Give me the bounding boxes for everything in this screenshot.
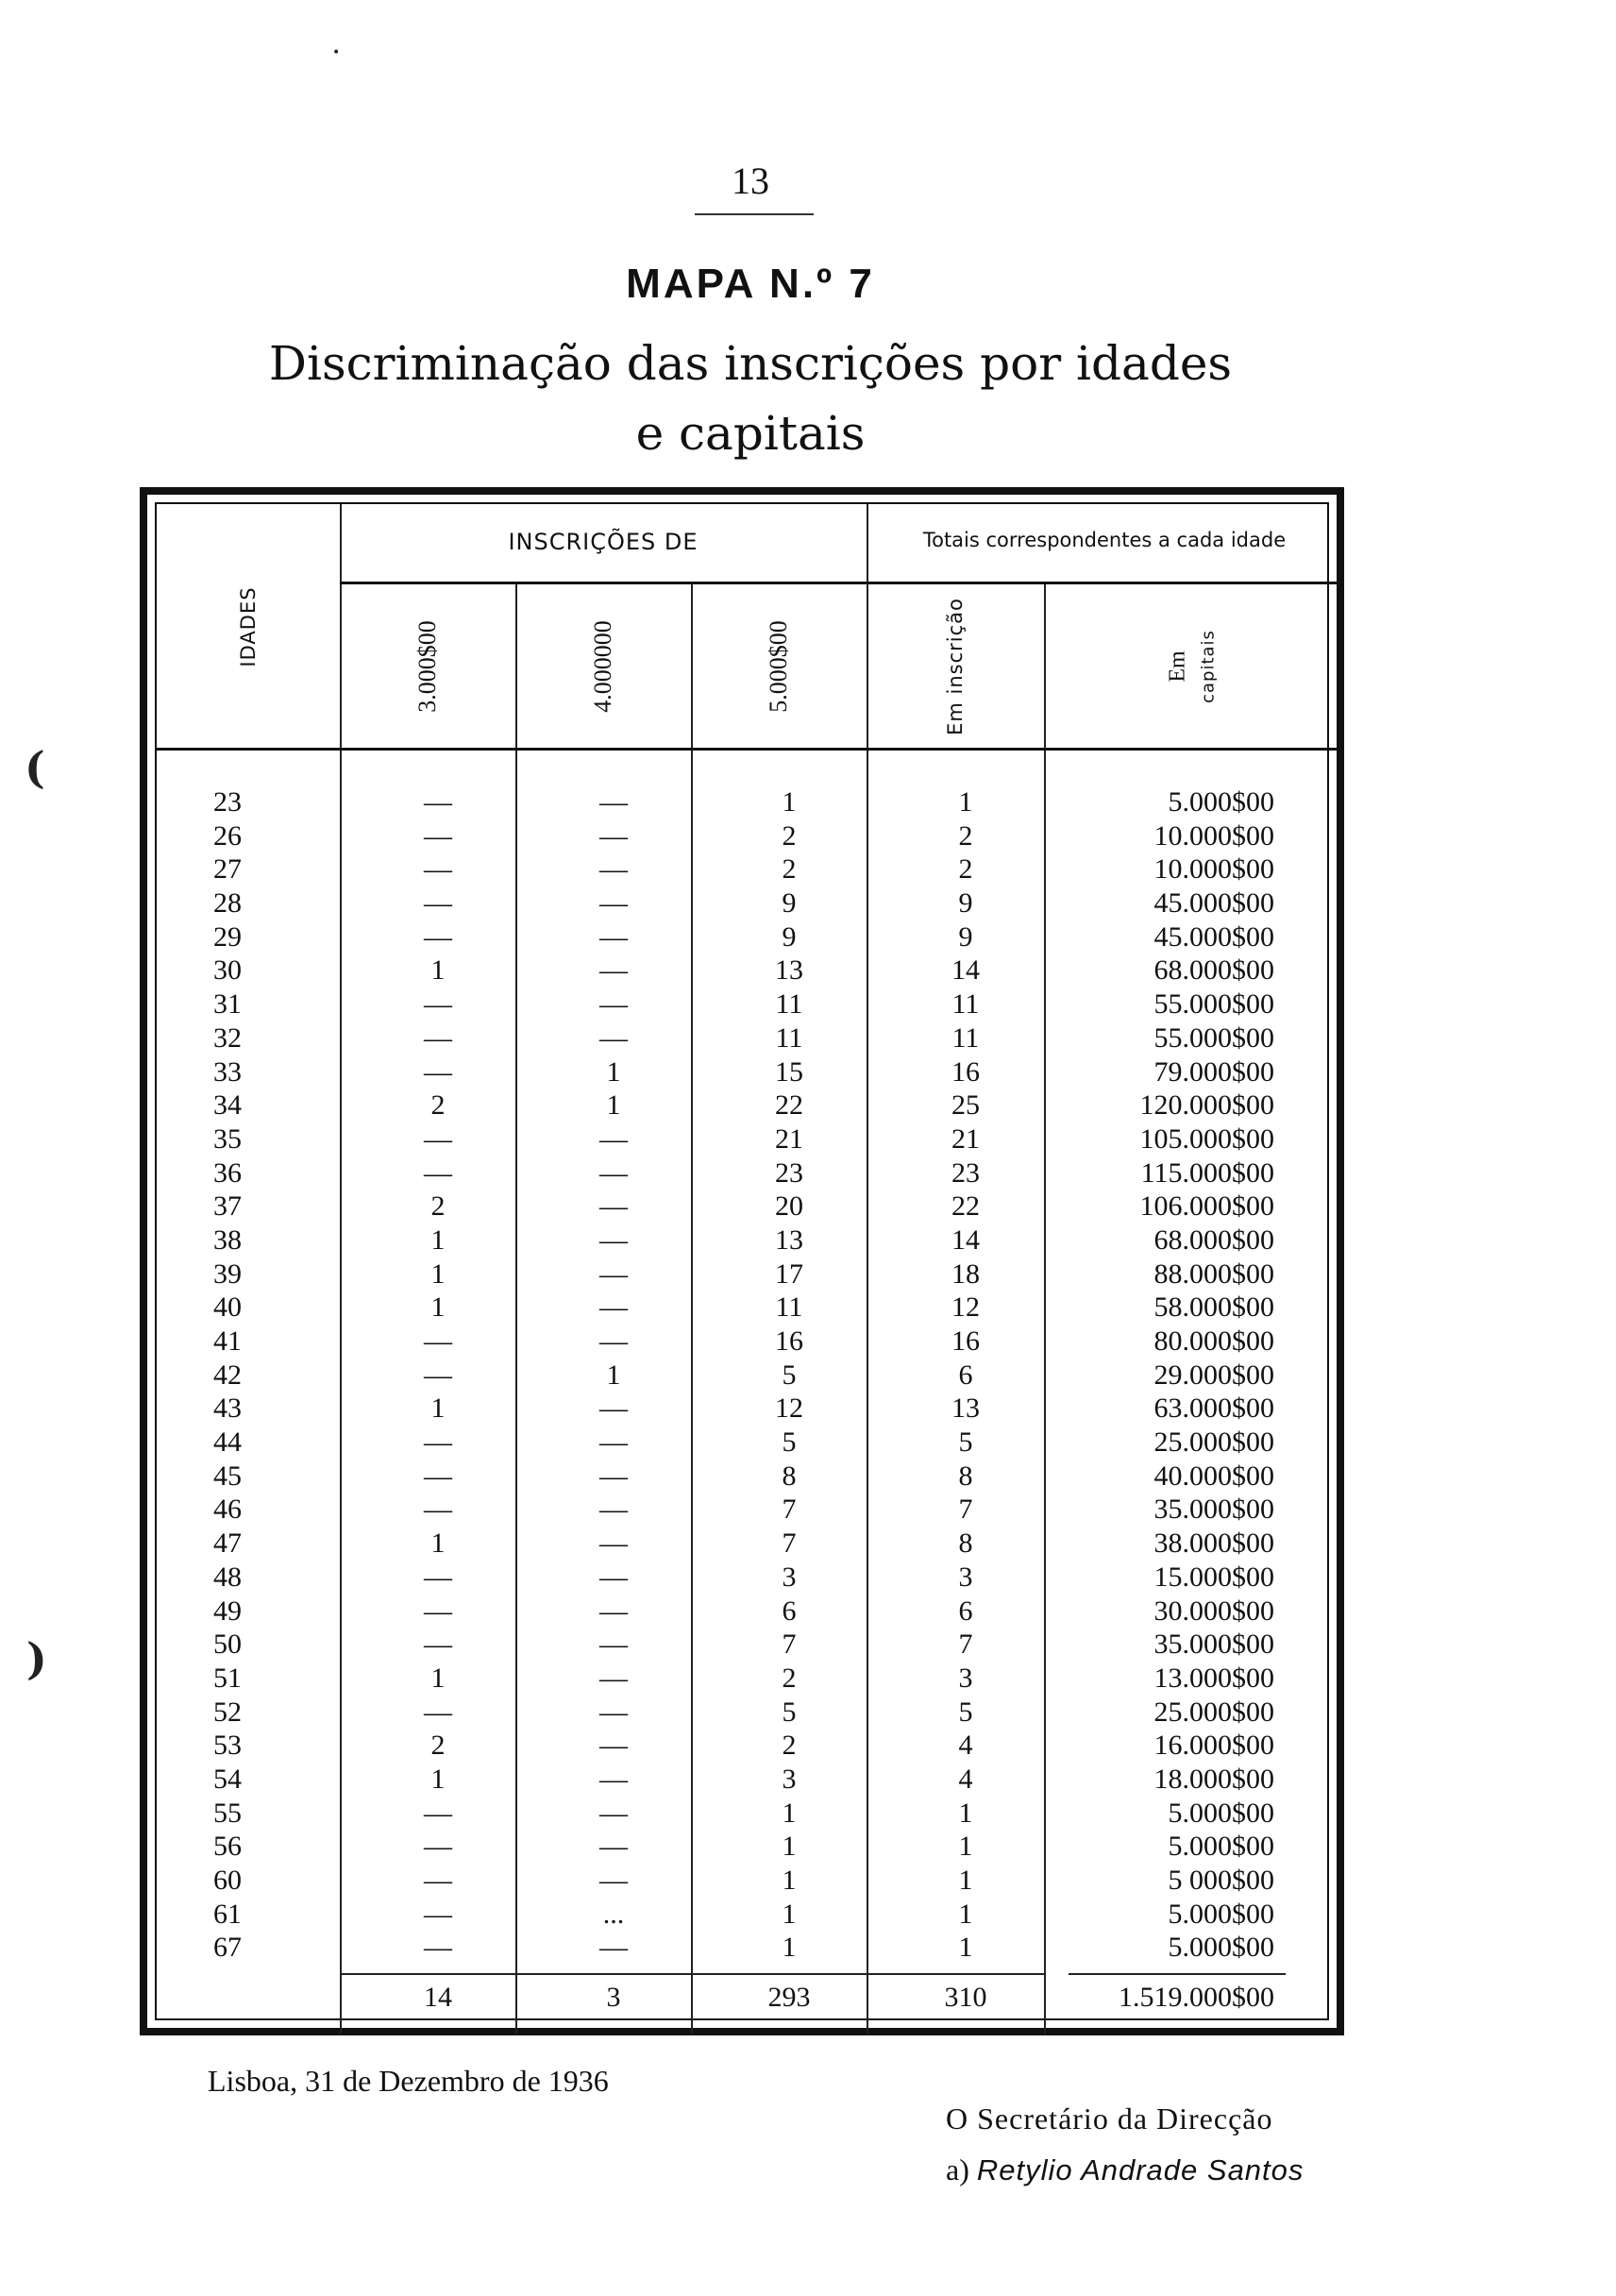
row-count-5000: 7 [782,1528,797,1560]
row-total-capitais: 10.000$00 [1153,853,1274,886]
row-count-4000: — [599,1190,628,1223]
row-count-5000: 7 [782,1629,797,1661]
page-subtitle [0,329,1501,468]
row-count-5000: 2 [782,819,797,852]
table-body [157,785,1327,1965]
row-count-3000: 2 [430,1190,446,1223]
row-count-4000: — [599,819,628,852]
row-total-inscricao: 18 [951,1258,980,1290]
row-idade: 51 [213,1662,242,1694]
row-total-inscricao: 16 [951,1325,980,1357]
place-date: Lisboa, 31 de Dezembro de 1936 [208,2064,609,2098]
row-total-capitais: 40.000$00 [1153,1460,1274,1492]
row-count-3000: 1 [430,1763,446,1795]
row-count-3000: — [424,1325,452,1357]
row-idade: 33 [213,1055,242,1088]
table-row [157,1392,1327,1426]
row-total-capitais: 30.000$00 [1153,1595,1274,1627]
row-count-5000: 3 [782,1763,797,1795]
row-total-inscricao: 14 [951,954,980,987]
row-count-4000: — [599,920,628,953]
row-count-4000: — [599,1595,628,1627]
row-idade: 61 [213,1898,242,1930]
header-em-inscricao: Em inscrição [944,598,967,735]
row-count-4000: — [599,954,628,987]
row-count-4000: — [599,1258,628,1290]
row-total-capitais: 5.000$00 [1168,1797,1274,1829]
header-totais: Totais correspondentes a cada idade [922,529,1287,551]
row-count-5000: 2 [782,1662,797,1694]
subtitle-line-1: Discriminação das inscrições por idades [268,336,1233,391]
row-count-4000: — [599,1427,628,1459]
row-count-4000: — [599,1156,628,1189]
row-count-3000: 2 [430,1089,446,1122]
row-total-inscricao: 1 [958,786,973,818]
row-total-inscricao: 5 [958,1427,973,1459]
signer-name: Retylio Andrade Santos [976,2153,1305,2186]
totals-rule-left [340,1973,1044,1975]
row-count-5000: 1 [782,1797,797,1829]
header-inscricoes-de: INSCRIÇÕES DE [508,529,699,555]
row-idade: 39 [213,1258,242,1290]
row-total-capitais: 5.000$00 [1168,1831,1274,1863]
row-count-5000: 21 [775,1123,803,1155]
table-row [157,1190,1327,1224]
row-count-3000: — [424,1494,452,1526]
total-4000: 3 [606,1982,621,2013]
map-title: MAPA N.º 7 [626,261,875,307]
row-count-3000: — [424,1123,452,1155]
row-count-5000: 6 [782,1595,797,1627]
row-total-inscricao: 8 [958,1528,973,1560]
row-total-capitais: 29.000$00 [1153,1359,1274,1391]
table-row [157,1864,1327,1898]
table-row [157,954,1327,988]
row-count-5000: 11 [775,988,803,1021]
row-idade: 35 [213,1123,242,1155]
row-idade: 48 [213,1561,242,1593]
row-count-4000: — [599,1528,628,1560]
row-count-5000: 1 [782,1898,797,1930]
row-count-4000: — [599,1021,628,1054]
table-row [157,1055,1327,1089]
table-row [157,1325,1327,1359]
row-count-5000: 7 [782,1494,797,1526]
row-idade: 55 [213,1797,242,1829]
row-total-inscricao: 8 [958,1460,973,1492]
table-row [157,1258,1327,1292]
row-count-3000: — [424,1629,452,1661]
row-total-capitais: 106.000$00 [1139,1190,1274,1223]
row-count-5000: 23 [775,1156,803,1189]
row-idade: 53 [213,1730,242,1762]
row-count-5000: 1 [782,1865,797,1896]
row-idade: 52 [213,1696,242,1728]
header-group-rule [340,582,1340,584]
row-idade: 26 [213,819,242,852]
row-total-capitais: 10.000$00 [1153,819,1274,852]
row-count-4000: — [599,1123,628,1155]
row-count-4000: — [599,1763,628,1795]
row-count-3000: — [424,1460,452,1492]
row-idade: 42 [213,1359,242,1391]
row-count-5000: 1 [782,1831,797,1863]
row-count-4000: — [599,1865,628,1896]
row-total-inscricao: 9 [958,887,973,920]
row-total-inscricao: 6 [958,1359,973,1391]
row-idade: 50 [213,1629,242,1661]
row-count-3000: — [424,1359,452,1391]
table-row [157,920,1327,954]
row-total-capitais: 55.000$00 [1153,1021,1274,1054]
row-total-inscricao: 7 [958,1494,973,1526]
header-capitais: capitais [1198,630,1219,703]
row-count-5000: 8 [782,1460,797,1492]
row-count-4000: — [599,1561,628,1593]
row-idade: 36 [213,1156,242,1189]
row-total-capitais: 45.000$00 [1153,887,1274,920]
row-total-inscricao: 4 [958,1763,973,1795]
row-idade: 47 [213,1528,242,1560]
row-total-capitais: 45.000$00 [1153,920,1274,953]
row-count-3000: 1 [430,1662,446,1694]
row-count-3000: 1 [430,1292,446,1324]
row-count-3000: — [424,988,452,1021]
row-total-capitais: 68.000$00 [1153,1224,1274,1256]
row-count-5000: 9 [782,887,797,920]
row-count-5000: 15 [775,1055,803,1088]
page-number-rule [695,213,814,215]
row-count-3000: 1 [430,1393,446,1425]
row-total-capitais: 58.000$00 [1153,1292,1274,1324]
row-count-5000: 16 [775,1325,803,1357]
table-row [157,785,1327,819]
table-row [157,1729,1327,1763]
row-total-capitais: 5 000$00 [1168,1865,1274,1896]
header-idades: IDADES [237,586,260,667]
row-total-capitais: 55.000$00 [1153,988,1274,1021]
row-total-inscricao: 16 [951,1055,980,1088]
total-inscricao: 310 [944,1982,987,2013]
row-idade: 30 [213,954,242,987]
table-row [157,819,1327,853]
row-count-5000: 2 [782,853,797,886]
row-count-3000: — [424,1932,452,1964]
row-idade: 45 [213,1460,242,1492]
signature-line [946,2152,1304,2187]
row-count-3000: 1 [430,1258,446,1290]
table-row [157,1595,1327,1629]
table-row [157,1628,1327,1662]
row-total-capitais: 5.000$00 [1168,1898,1274,1930]
table-row [157,1359,1327,1393]
row-idade: 46 [213,1494,242,1526]
row-count-4000: — [599,1224,628,1256]
row-idade: 29 [213,920,242,953]
row-count-5000: 22 [775,1089,803,1122]
totals-rule-right [1069,1973,1286,1975]
table-row [157,1561,1327,1595]
row-count-3000: — [424,1427,452,1459]
table-row [157,1763,1327,1797]
row-total-inscricao: 9 [958,920,973,953]
row-total-inscricao: 3 [958,1662,973,1694]
row-count-3000: — [424,853,452,886]
row-count-3000: — [424,1797,452,1829]
row-idade: 40 [213,1292,242,1324]
row-idade: 43 [213,1393,242,1425]
row-total-capitais: 18.000$00 [1153,1763,1274,1795]
print-dot-mark: • [332,45,341,60]
table-row [157,1021,1327,1055]
row-count-3000: — [424,1156,452,1189]
row-count-3000: — [424,887,452,920]
row-count-4000: — [599,1325,628,1357]
page-number: 13 [732,160,769,202]
row-count-4000: — [599,1730,628,1762]
row-count-5000: 9 [782,920,797,953]
row-total-inscricao: 25 [951,1089,980,1122]
row-total-capitais: 80.000$00 [1153,1325,1274,1357]
row-count-3000: — [424,1561,452,1593]
row-count-5000: 12 [775,1393,803,1425]
row-count-5000: 11 [775,1292,803,1324]
row-idade: 28 [213,887,242,920]
table-row [157,1089,1327,1123]
total-3000: 14 [424,1982,452,2013]
row-count-3000: 2 [430,1730,446,1762]
table-row [157,1426,1327,1460]
row-total-capitais: 105.000$00 [1139,1123,1274,1155]
row-total-inscricao: 13 [951,1393,980,1425]
row-total-capitais: 25.000$00 [1153,1696,1274,1728]
table-row [157,886,1327,920]
row-count-3000: — [424,786,452,818]
row-count-5000: 1 [782,1932,797,1964]
row-count-4000: — [599,786,628,818]
row-idade: 34 [213,1089,242,1122]
totals-row [157,1981,1327,2015]
header-bottom-rule [157,748,1342,751]
row-total-inscricao: 12 [951,1292,980,1324]
row-count-5000: 20 [775,1190,803,1223]
row-count-4000: ... [602,1898,625,1930]
table-row [157,1527,1327,1561]
table-row [157,1123,1327,1156]
row-count-3000: — [424,819,452,852]
row-count-4000: — [599,988,628,1021]
row-count-4000: — [599,1831,628,1863]
row-idade: 67 [213,1932,242,1964]
table-row [157,1156,1327,1190]
row-total-inscricao: 14 [951,1224,980,1256]
row-count-4000: — [599,1932,628,1964]
row-idade: 60 [213,1865,242,1896]
row-idade: 37 [213,1190,242,1223]
total-5000: 293 [767,1982,811,2013]
row-total-inscricao: 4 [958,1730,973,1762]
row-count-3000: 1 [430,1528,446,1560]
row-count-3000: — [424,1595,452,1627]
capital-table [140,487,1344,2035]
row-total-inscricao: 1 [958,1831,973,1863]
row-count-3000: — [424,1021,452,1054]
row-total-inscricao: 11 [951,988,980,1021]
row-count-5000: 2 [782,1730,797,1762]
row-count-3000: — [424,1055,452,1088]
row-count-3000: 1 [430,1224,446,1256]
margin-mark-top: ( [25,742,45,793]
signer-prefix: a) [946,2152,969,2186]
table-row [157,1696,1327,1730]
table-row [157,1224,1327,1258]
row-idade: 54 [213,1763,242,1795]
table-row [157,1931,1327,1965]
row-total-capitais: 88.000$00 [1153,1258,1274,1290]
row-total-capitais: 120.000$00 [1139,1089,1274,1122]
row-count-3000: — [424,1898,452,1930]
row-total-capitais: 13.000$00 [1153,1662,1274,1694]
row-total-capitais: 5.000$00 [1168,786,1274,818]
row-total-inscricao: 11 [951,1021,980,1054]
row-count-5000: 5 [782,1427,797,1459]
row-total-inscricao: 7 [958,1629,973,1661]
row-count-5000: 1 [782,786,797,818]
row-total-capitais: 63.000$00 [1153,1393,1274,1425]
total-capitais: 1.519.000$00 [1119,1982,1274,2013]
row-count-3000: — [424,1865,452,1896]
row-count-4000: 1 [606,1359,621,1391]
header-col-4000: 4.000000 [589,620,616,713]
row-total-capitais: 5.000$00 [1168,1932,1274,1964]
row-count-5000: 3 [782,1561,797,1593]
row-idade: 49 [213,1595,242,1627]
row-total-inscricao: 21 [951,1123,980,1155]
row-count-3000: 1 [430,954,446,987]
row-count-3000: — [424,920,452,953]
row-count-4000: 1 [606,1089,621,1122]
row-total-capitais: 16.000$00 [1153,1730,1274,1762]
row-count-4000: — [599,887,628,920]
table-row [157,853,1327,886]
row-count-4000: 1 [606,1055,621,1088]
subtitle-line-2: e capitais [635,406,866,461]
row-idade: 41 [213,1325,242,1357]
row-count-4000: — [599,1494,628,1526]
header-em: Em [1165,650,1190,683]
row-total-inscricao: 6 [958,1595,973,1627]
row-total-inscricao: 1 [958,1865,973,1896]
row-count-5000: 11 [775,1021,803,1054]
row-idade: 32 [213,1021,242,1054]
row-total-inscricao: 1 [958,1932,973,1964]
row-total-inscricao: 5 [958,1696,973,1728]
row-count-5000: 13 [775,1224,803,1256]
row-total-inscricao: 23 [951,1156,980,1189]
row-total-capitais: 68.000$00 [1153,954,1274,987]
row-idade: 27 [213,853,242,886]
row-total-inscricao: 2 [958,819,973,852]
row-count-5000: 13 [775,954,803,987]
row-count-4000: — [599,853,628,886]
row-count-5000: 5 [782,1359,797,1391]
row-count-4000: — [599,1393,628,1425]
row-total-capitais: 38.000$00 [1153,1528,1274,1560]
row-count-3000: — [424,1696,452,1728]
row-total-capitais: 15.000$00 [1153,1561,1274,1593]
row-total-inscricao: 3 [958,1561,973,1593]
margin-mark-bottom: ) [26,1633,47,1684]
table-row [157,1662,1327,1696]
header-col-5000: 5.000$00 [765,620,792,713]
row-total-capitais: 25.000$00 [1153,1427,1274,1459]
table-row [157,988,1327,1021]
capital-table-inner [155,502,1329,2020]
row-count-4000: — [599,1662,628,1694]
row-count-4000: — [599,1629,628,1661]
table-row [157,1830,1327,1864]
row-idade: 56 [213,1831,242,1863]
row-total-inscricao: 1 [958,1898,973,1930]
row-count-4000: — [599,1292,628,1324]
table-row [157,1797,1327,1831]
row-total-capitais: 35.000$00 [1153,1629,1274,1661]
row-count-4000: — [599,1797,628,1829]
row-count-5000: 5 [782,1696,797,1728]
table-row [157,1460,1327,1494]
row-idade: 44 [213,1427,242,1459]
row-total-inscricao: 2 [958,853,973,886]
table-row [157,1898,1327,1932]
row-count-4000: — [599,1460,628,1492]
row-count-5000: 17 [775,1258,803,1290]
row-count-4000: — [599,1696,628,1728]
row-idade: 31 [213,988,242,1021]
signer-role: O Secretário da Direcção [946,2102,1273,2136]
row-total-inscricao: 22 [951,1190,980,1223]
row-total-capitais: 115.000$00 [1140,1156,1274,1189]
table-row [157,1493,1327,1527]
row-total-inscricao: 1 [958,1797,973,1829]
row-total-capitais: 79.000$00 [1153,1055,1274,1088]
row-idade: 38 [213,1224,242,1256]
header-col-3000: 3.000$00 [413,620,441,713]
row-count-3000: — [424,1831,452,1863]
row-total-capitais: 35.000$00 [1153,1494,1274,1526]
table-row [157,1291,1327,1325]
row-idade: 23 [213,786,242,818]
